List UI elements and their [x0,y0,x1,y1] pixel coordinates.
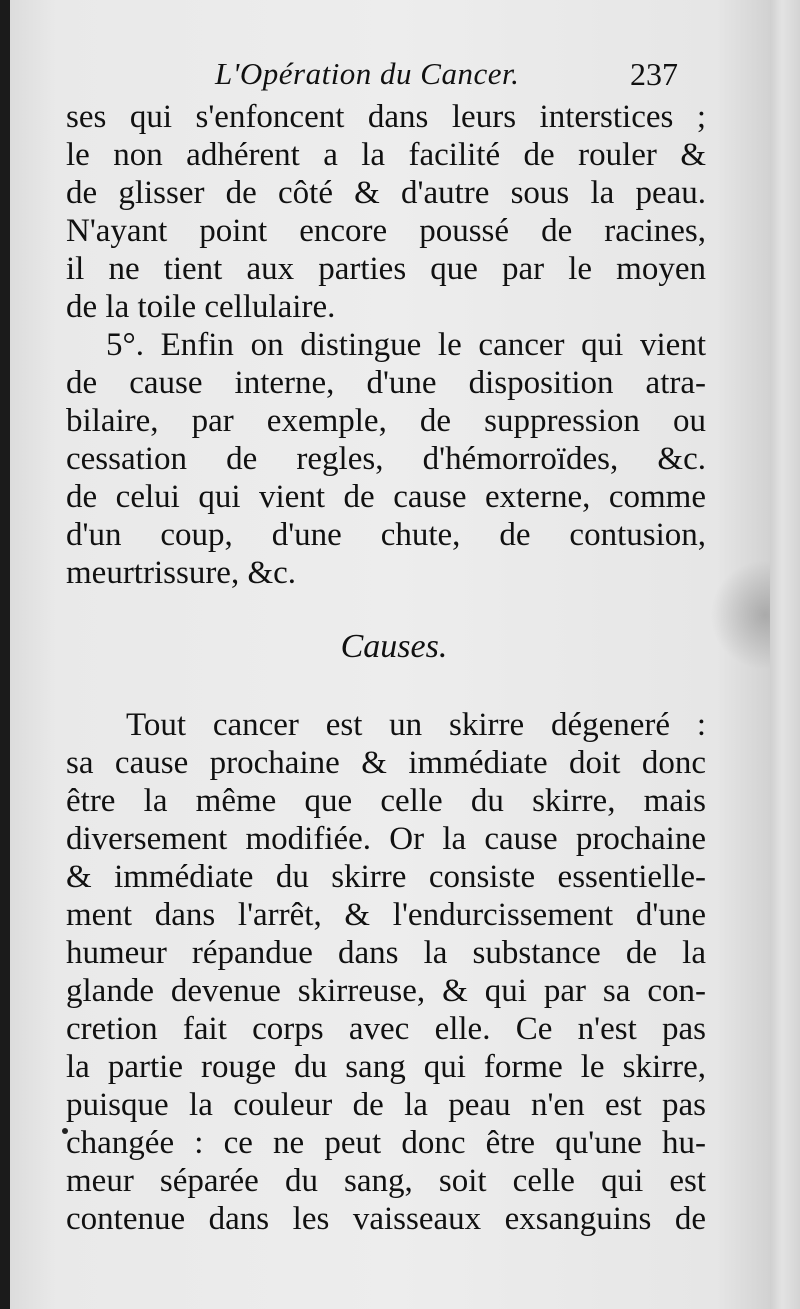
text-line: glande devenue skirreuse, & qui par sa con- [66,973,706,1009]
text-line: contenue dans les vaisseaux exsanguins de [66,1201,706,1237]
section-heading: Causes. [340,628,448,665]
text-line: meur séparée du sang, soit celle qui est [66,1163,706,1199]
text-line: diversement modifiée. Or la cause prochaine [66,821,706,857]
text-line: cessation de regles, d'hémorroïdes, &c. [66,441,706,477]
text-line: 5°. Enfin on distingue le cancer qui vient [106,327,706,363]
text-line: ses qui s'enfoncent dans leurs interstices ; [66,99,706,135]
text-line: être la même que celle du skirre, mais [66,783,706,819]
book-page [10,0,778,1309]
text-line: Tout cancer est un skirre dégeneré : [126,707,706,743]
text-line: bilaire, par exemple, de suppression ou [66,403,706,439]
text-line: cretion fait corps avec elle. Ce n'est pas [66,1011,706,1047]
text-line: & immédiate du skirre consiste essentielle- [66,859,706,895]
text-line: sa cause prochaine & immédiate doit donc [66,745,706,781]
text-line: meurtrissure, &c. [66,555,297,591]
text-line: de la toile cellulaire. [66,289,336,325]
text-line: de glisser de côté & d'autre sous la peau. [66,175,706,211]
page-edge-shadow [770,0,800,1309]
page-number: 237 [630,56,678,92]
running-header [10,52,710,102]
text-line: de celui qui vient de cause externe, comme [66,479,706,515]
text-line: il ne tient aux parties que par le moyen [66,251,706,287]
text-line: ment dans l'arrêt, & l'endurcissement d'une [66,897,706,933]
text-line: changée : ce ne peut donc être qu'une hu- [66,1125,706,1161]
text-line: la partie rouge du sang qui forme le skirre, [66,1049,706,1085]
text-line: puisque la couleur de la peau n'en est pas [66,1087,706,1123]
text-line: N'ayant point encore poussé de racines, [66,213,706,249]
text-line: de cause interne, d'une disposition atra- [66,365,706,401]
running-title: L'Opération du Cancer. [215,56,520,91]
text-line: le non adhérent a la facilité de rouler & [66,137,706,173]
text-line: d'un coup, d'une chute, de contusion, [66,517,706,553]
text-line: humeur répandue dans la substance de la [66,935,706,971]
